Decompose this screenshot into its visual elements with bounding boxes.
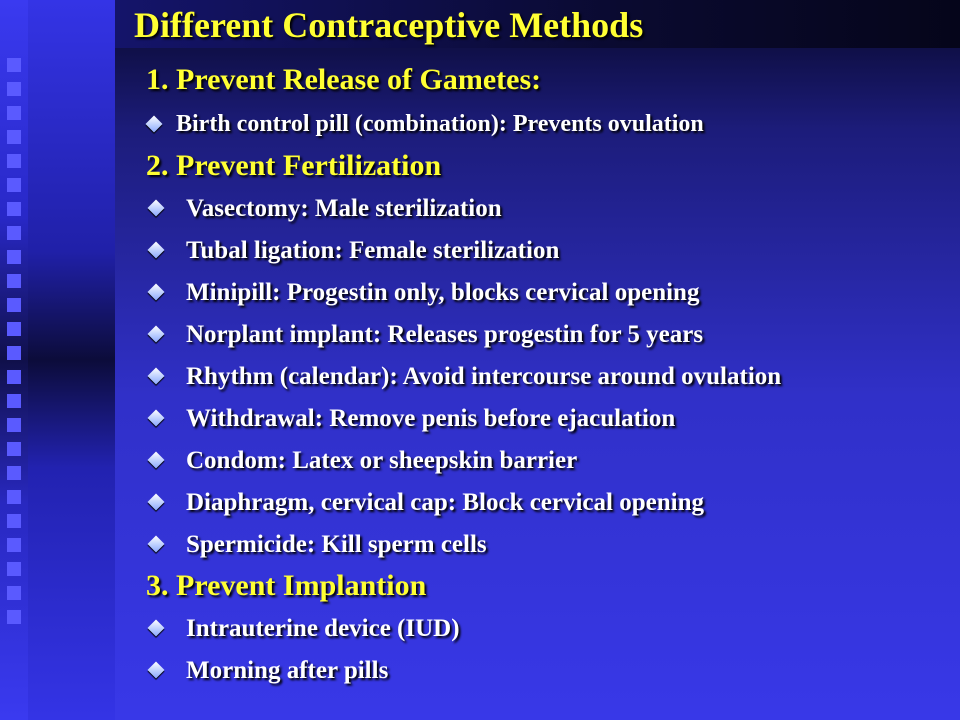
diamond-bullet-icon bbox=[148, 620, 165, 637]
decoration-square bbox=[7, 346, 21, 360]
section-heading-prevent-release: 1. Prevent Release of Gametes: bbox=[146, 63, 542, 96]
list-item-text: Morning after pills bbox=[186, 657, 389, 684]
list-item bbox=[146, 650, 956, 692]
list-item-text: Intrauterine device (IUD) bbox=[186, 615, 460, 642]
diamond-bullet-icon bbox=[148, 242, 165, 259]
slide-content bbox=[146, 60, 956, 692]
list-item bbox=[146, 314, 956, 356]
decoration-square bbox=[7, 82, 21, 96]
list-item bbox=[146, 102, 956, 146]
list-item-text: Diaphragm, cervical cap: Block cervical opening bbox=[186, 489, 704, 516]
diamond-bullet-icon bbox=[148, 200, 165, 217]
diamond-bullet-icon bbox=[148, 368, 165, 385]
list-item bbox=[146, 356, 956, 398]
list-item-text: Spermicide: Kill sperm cells bbox=[186, 531, 487, 558]
decoration-square bbox=[7, 178, 21, 192]
list-item bbox=[146, 524, 956, 566]
decoration-square bbox=[7, 418, 21, 432]
diamond-bullet-icon bbox=[148, 536, 165, 553]
diamond-bullet-icon bbox=[148, 410, 165, 427]
decoration-square bbox=[7, 490, 21, 504]
decoration-square bbox=[7, 298, 21, 312]
list-item-text: Withdrawal: Remove penis before ejaculation bbox=[186, 405, 676, 432]
decoration-square bbox=[7, 130, 21, 144]
decoration-square bbox=[7, 394, 21, 408]
list-item bbox=[146, 188, 956, 230]
left-decoration-gradient bbox=[28, 0, 115, 720]
square-strip-decoration bbox=[7, 58, 23, 634]
decoration-square bbox=[7, 610, 21, 624]
decoration-square bbox=[7, 442, 21, 456]
decoration-square bbox=[7, 538, 21, 552]
decoration-square bbox=[7, 226, 21, 240]
decoration-square bbox=[7, 322, 21, 336]
list-item-text: Condom: Latex or sheepskin barrier bbox=[186, 447, 578, 474]
section-heading-prevent-implantation: 3. Prevent Implantion bbox=[146, 569, 427, 602]
left-decoration-band bbox=[0, 0, 115, 720]
decoration-square bbox=[7, 370, 21, 384]
list-item bbox=[146, 272, 956, 314]
list-item-text: Vasectomy: Male sterilization bbox=[186, 195, 502, 222]
decoration-square bbox=[7, 562, 21, 576]
list-item bbox=[146, 398, 956, 440]
decoration-square bbox=[7, 58, 21, 72]
decoration-square bbox=[7, 514, 21, 528]
decoration-square bbox=[7, 586, 21, 600]
decoration-square bbox=[7, 106, 21, 120]
diamond-bullet-icon bbox=[148, 452, 165, 469]
decoration-square bbox=[7, 274, 21, 288]
diamond-bullet-icon bbox=[148, 494, 165, 511]
list-item-text: Rhythm (calendar): Avoid intercourse around ovulation bbox=[186, 363, 782, 390]
decoration-square bbox=[7, 154, 21, 168]
list-item bbox=[146, 440, 956, 482]
list-item-text: Minipill: Progestin only, blocks cervical opening bbox=[186, 279, 700, 306]
decoration-square bbox=[7, 202, 21, 216]
list-item bbox=[146, 230, 956, 272]
decoration-square bbox=[7, 250, 21, 264]
list-item-text: Birth control pill (combination): Prevents ovulation bbox=[176, 111, 704, 137]
diamond-bullet-icon bbox=[148, 662, 165, 679]
section-heading-prevent-fertilization: 2. Prevent Fertilization bbox=[146, 149, 442, 182]
decoration-square bbox=[7, 466, 21, 480]
list-item-text: Norplant implant: Releases progestin for 5 years bbox=[186, 321, 704, 348]
slide-title: Different Contraceptive Methods bbox=[134, 5, 644, 45]
diamond-bullet-icon bbox=[146, 116, 163, 133]
diamond-bullet-icon bbox=[148, 326, 165, 343]
list-item bbox=[146, 482, 956, 524]
list-item-text: Tubal ligation: Female sterilization bbox=[186, 237, 560, 264]
diamond-bullet-icon bbox=[148, 284, 165, 301]
list-item bbox=[146, 608, 956, 650]
